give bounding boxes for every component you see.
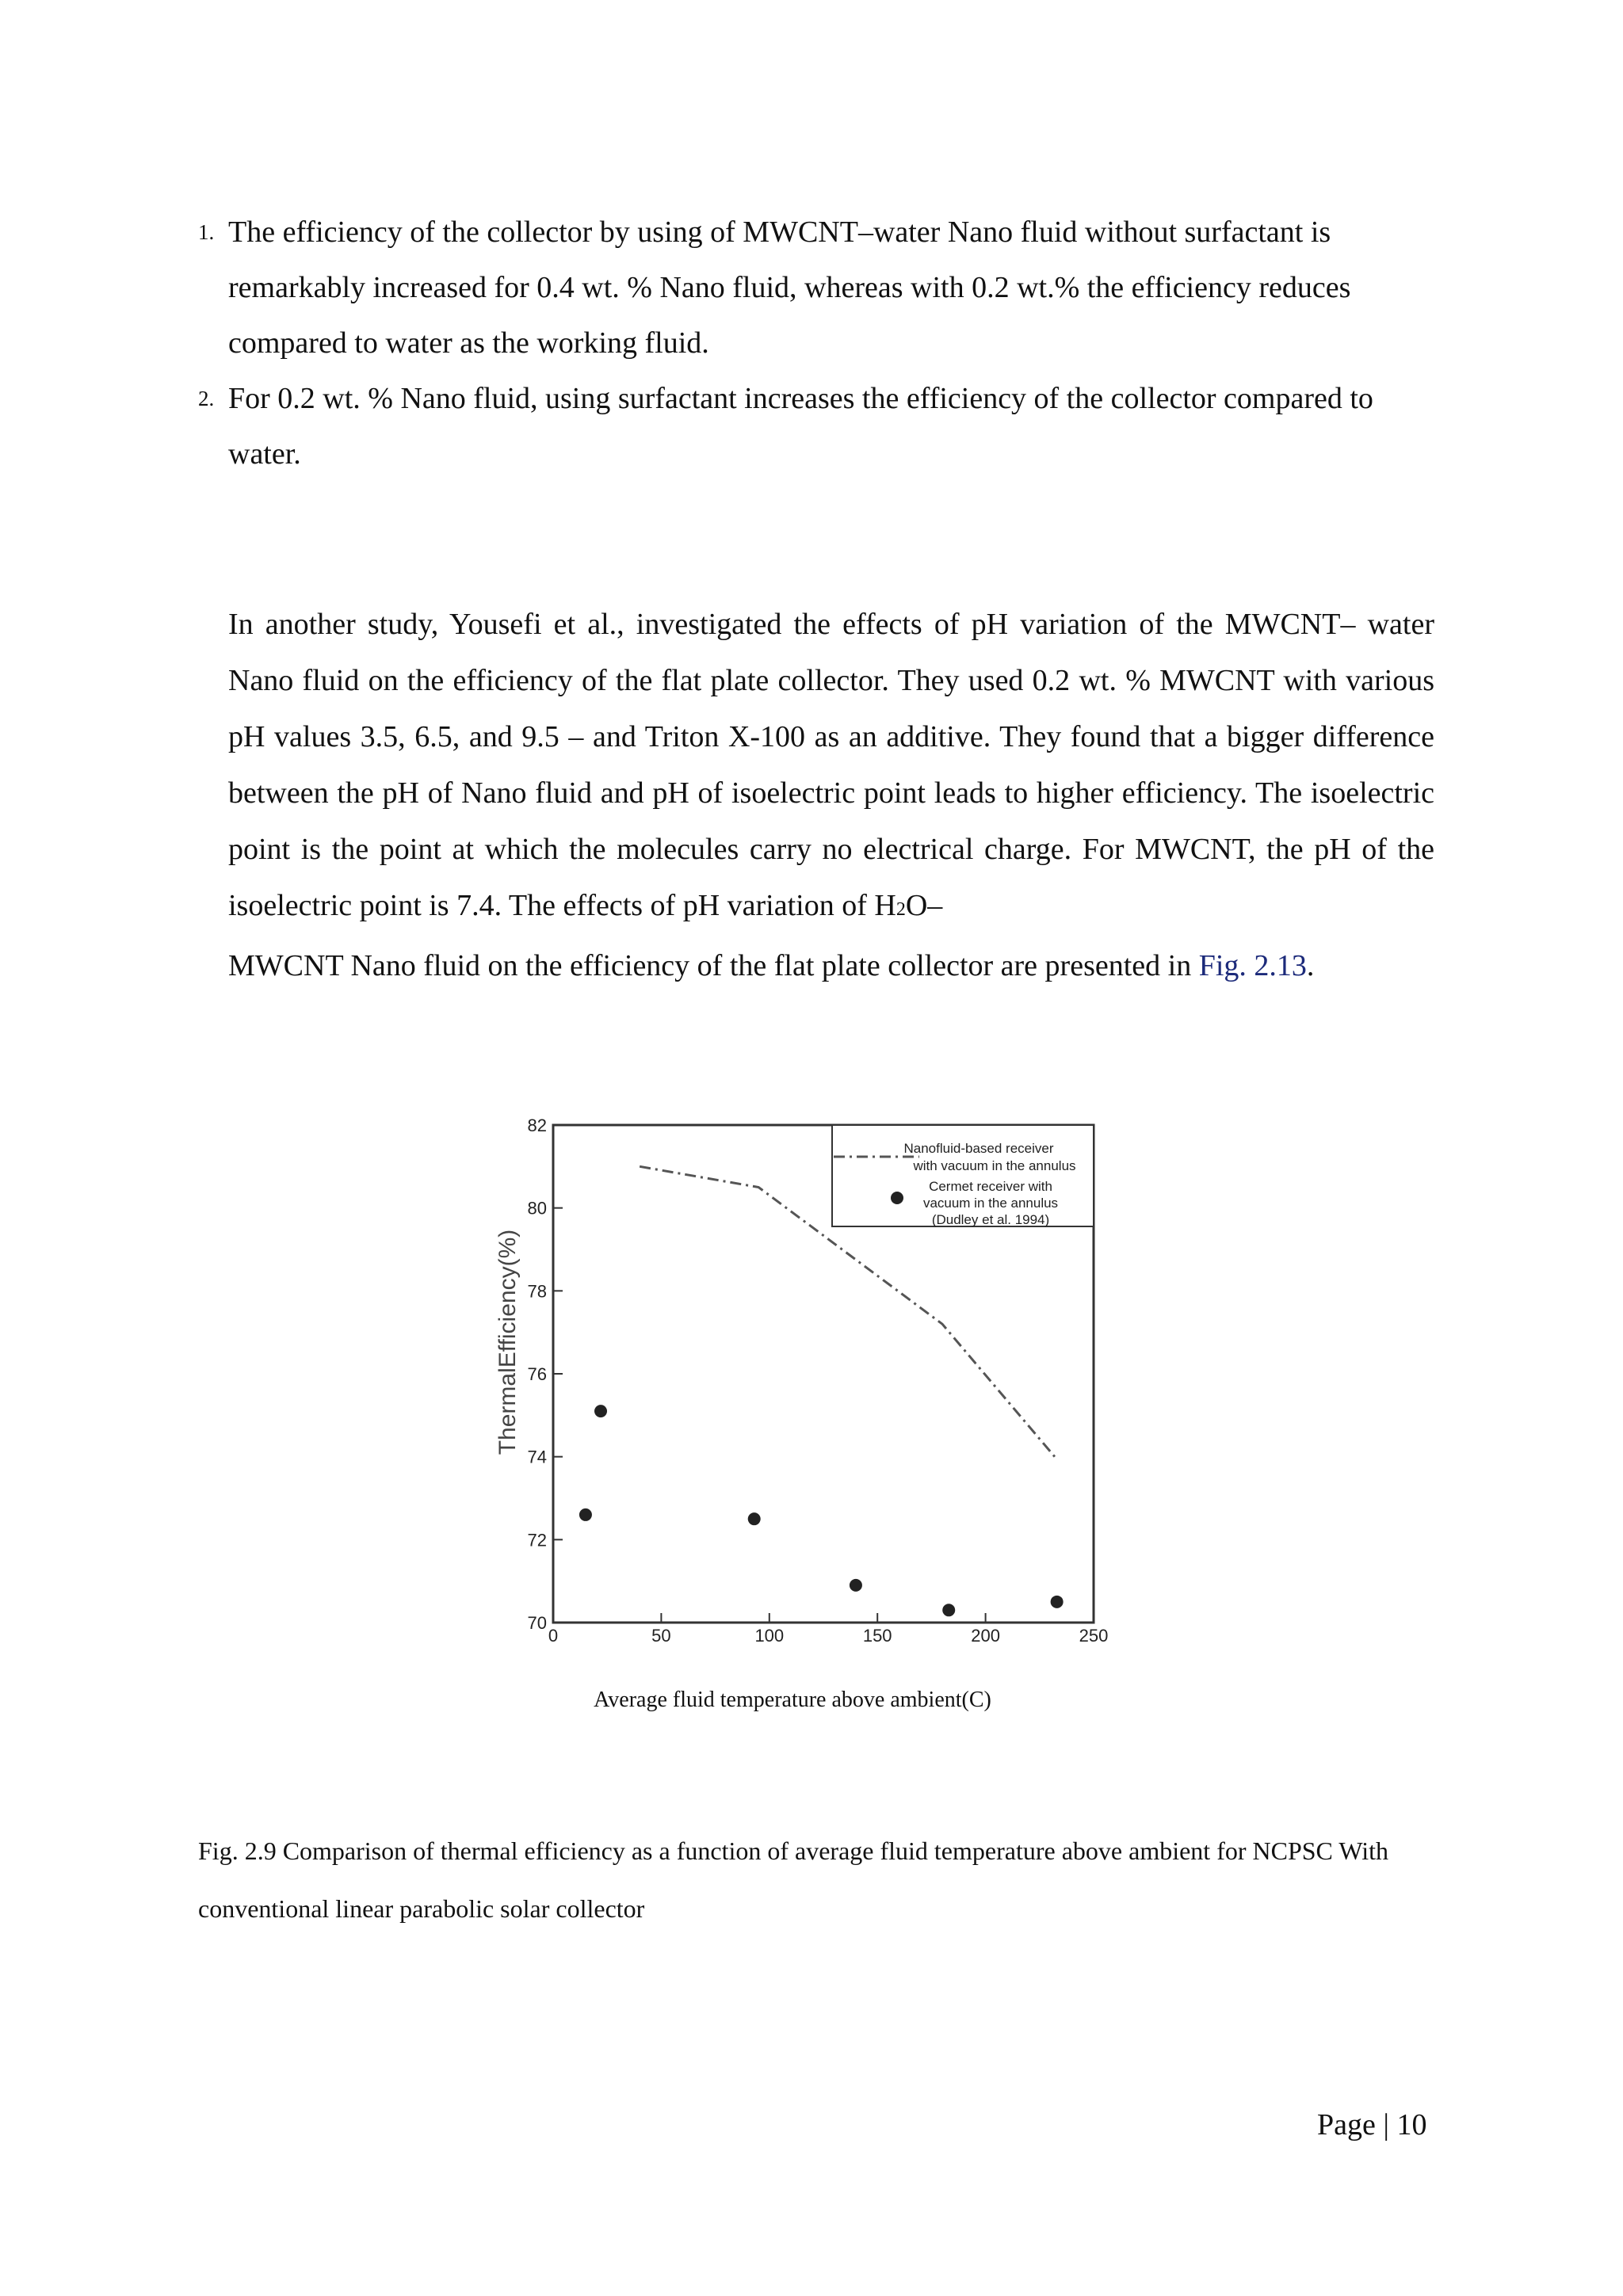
list-text: The efficiency of the collector by using of MWCNT–water Nano fluid without surfactant is remarkably increased for 0.4 wt. % Nano fluid, whereas with 0.2 wt.% the efficiency reduces compared to water as the working fluid. xyxy=(228,215,1351,360)
x-tick-label: 150 xyxy=(862,1626,892,1646)
y-tick-label: 80 xyxy=(527,1198,547,1219)
data-point-cermet xyxy=(594,1405,607,1417)
list-item xyxy=(198,371,1434,482)
data-point-cermet xyxy=(1051,1596,1064,1608)
y-axis-label: ThermalEfficiency(%) xyxy=(495,1229,521,1455)
x-tick-label: 0 xyxy=(548,1626,559,1646)
numbered-list xyxy=(198,204,1434,482)
x-tick-label: 100 xyxy=(754,1626,785,1646)
x-tick-label: 50 xyxy=(651,1626,671,1646)
y-tick-label: 74 xyxy=(527,1447,547,1467)
y-tick-label: 78 xyxy=(527,1281,547,1302)
x-axis-label: Average fluid temperature above ambient(C) xyxy=(594,1688,991,1712)
y-tick-label: 76 xyxy=(527,1364,547,1384)
figure-caption: Fig. 2.9 Comparison of thermal efficiency as a function of average fluid temperature above ambient for NCPSC With conventional linear parabolic solar collector xyxy=(198,1836,1389,1923)
y-tick-label: 72 xyxy=(527,1530,547,1550)
list-number: 2. xyxy=(198,387,215,410)
paragraph-text: In another study, Yousefi et al., investigated the effects of pH variation of the MWCNT– water Nano fluid on the efficiency of the flat plate collector. They used 0.2 wt. % MWCNT with various pH values 3.5, 6.5, and 9.5 – and Triton X-100 as an additive. They found that a bigger difference between the pH of Nano fluid and pH of isoelectric point leads to higher efficiency. The isoelectric point is the point at which the molecules carry no electrical charge. For MWCNT, the pH of the isoelectric point is 7.4. The effects of pH variation of H xyxy=(228,608,1434,922)
subscript: 2 xyxy=(896,899,906,920)
x-tick-label: 200 xyxy=(971,1626,1000,1646)
list-text: For 0.2 wt. % Nano fluid, using surfactant increases the efficiency of the collector compared to water. xyxy=(228,382,1373,471)
body-paragraph xyxy=(228,597,1434,994)
data-point-cermet xyxy=(748,1512,761,1525)
data-point-cermet xyxy=(942,1604,955,1616)
legend-text: (Dudley et al. 1994) xyxy=(931,1212,1050,1227)
page-number: Page | 10 xyxy=(1317,2108,1427,2142)
legend-text: Cermet receiver with xyxy=(929,1179,1052,1194)
y-tick-label: 82 xyxy=(527,1116,547,1135)
legend-text: with vacuum in the annulus xyxy=(913,1158,1076,1173)
list-number: 1. xyxy=(198,220,215,244)
paragraph-text-end: MWCNT Nano fluid on the efficiency of the flat plate collector are presented in xyxy=(228,949,1199,982)
paragraph-period: . xyxy=(1306,949,1315,982)
y-tick-label: 70 xyxy=(527,1613,547,1633)
data-point-cermet xyxy=(850,1579,862,1592)
figure-link[interactable]: Fig. 2.13 xyxy=(1198,949,1307,982)
legend-text: vacuum in the annulus xyxy=(922,1196,1059,1211)
legend-text: Nanofluid-based receiver xyxy=(903,1141,1054,1156)
efficiency-chart xyxy=(475,1101,1109,1656)
x-tick-label: 250 xyxy=(1079,1626,1109,1646)
paragraph-text-cont: O– xyxy=(905,889,943,922)
list-item xyxy=(198,204,1434,371)
legend-marker-symbol xyxy=(891,1192,903,1204)
paragraph-last-line xyxy=(228,938,1434,994)
data-point-cermet xyxy=(579,1508,592,1521)
